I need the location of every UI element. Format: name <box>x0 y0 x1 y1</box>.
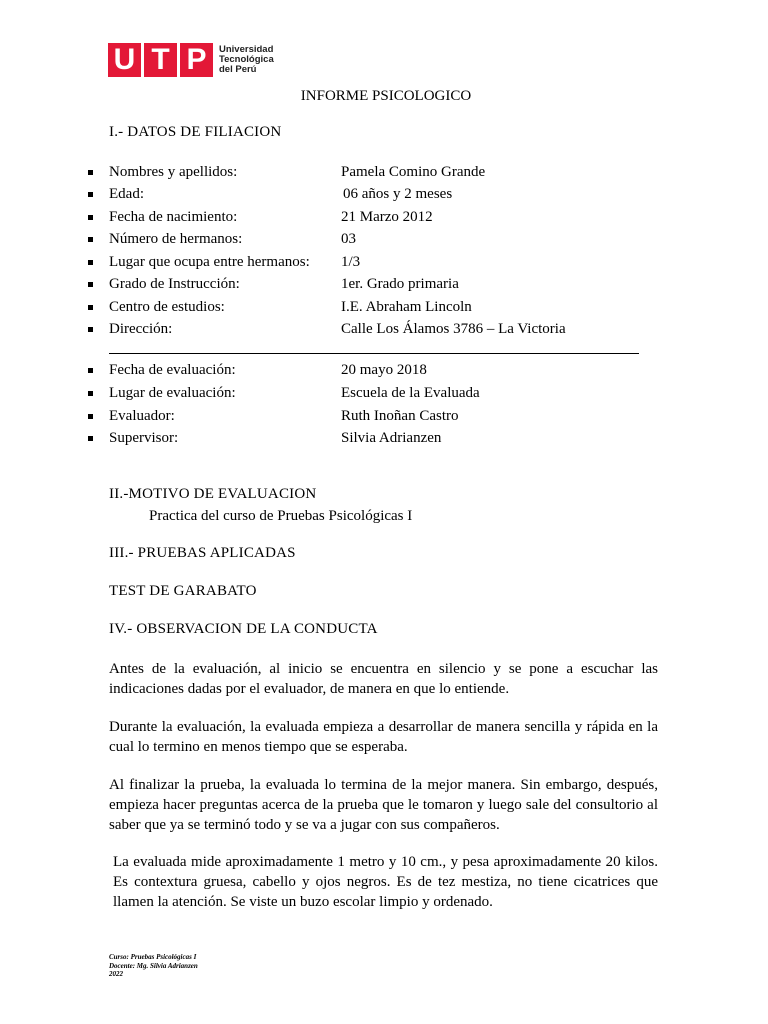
bullet-icon <box>88 368 93 373</box>
observation-paragraph: Durante la evaluación, la evaluada empieza a desarrollar de manera sencilla y rápida en la cual lo termino en menos tiempo que se esperaba. <box>109 719 658 755</box>
logo-name-line: Tecnológica <box>219 54 274 65</box>
logo-letter-t: T <box>144 43 177 77</box>
bullet-icon <box>88 192 93 197</box>
document-title: INFORME PSICOLOGICO <box>300 88 472 104</box>
field-label: Fecha de nacimiento: <box>109 209 238 225</box>
field-value: Calle Los Álamos 3786 – La Victoria <box>341 321 566 337</box>
motivo-text: Practica del curso de Pruebas Psicológicas I <box>149 508 413 524</box>
logo-letters <box>108 43 213 77</box>
field-value: 06 años y 2 meses <box>343 186 453 202</box>
field-label: Número de hermanos: <box>109 231 243 247</box>
field-label: Nombres y apellidos: <box>109 164 238 180</box>
field-label: Grado de Instrucción: <box>109 276 240 292</box>
logo-name-line: del Perú <box>219 64 257 75</box>
field-label: Evaluador: <box>109 408 175 424</box>
field-value: I.E. Abraham Lincoln <box>341 299 472 315</box>
field-row <box>0 298 768 316</box>
bullet-icon <box>88 260 93 265</box>
bullet-icon <box>88 327 93 332</box>
field-label: Lugar de evaluación: <box>109 385 236 401</box>
field-label: Fecha de evaluación: <box>109 362 236 378</box>
logo-name-line: Universidad <box>219 44 274 55</box>
field-label: Dirección: <box>109 321 173 337</box>
field-value: Pamela Comino Grande <box>341 164 486 180</box>
bullet-icon <box>88 215 93 220</box>
bullet-icon <box>88 391 93 396</box>
bullet-icon <box>88 237 93 242</box>
bullet-icon <box>88 282 93 287</box>
section-heading-pruebas: III.- PRUEBAS APLICADAS <box>109 545 296 561</box>
field-value: Escuela de la Evaluada <box>341 385 480 401</box>
field-row <box>0 185 768 203</box>
field-value: 1er. Grado primaria <box>341 276 459 292</box>
page-footer <box>109 953 198 979</box>
field-value: 21 Marzo 2012 <box>341 209 433 225</box>
field-row <box>0 275 768 293</box>
field-value: 1/3 <box>341 254 361 270</box>
field-row <box>0 230 768 248</box>
observation-paragraph: Al finalizar la prueba, la evaluada lo termina de la mejor manera. Sin embargo, después, empieza hacer preguntas acerca de la prueba que le tomaron y luego sale del consultorio al saber que ya se terminó todo y se va a jugar con sus compañeros. <box>109 777 658 833</box>
field-row <box>0 253 768 271</box>
field-row <box>0 163 768 181</box>
logo-letter-p: P <box>180 43 213 77</box>
field-row <box>0 320 768 338</box>
section-heading-filiacion: I.- DATOS DE FILIACION <box>109 124 282 140</box>
observation-paragraph: La evaluada mide aproximadamente 1 metro y 10 cm., y pesa aproximadamente 20 kilos. Es contextura gruesa, cabello y ojos negros. Es de tez mestiza, no tiene cicatrices que llamen la atención. Se viste un buzo escolar limpio y ordenado. <box>113 854 658 910</box>
field-row <box>0 384 768 402</box>
field-row <box>0 361 768 379</box>
test-name: TEST DE GARABATO <box>109 583 257 599</box>
field-value: 03 <box>341 231 356 247</box>
field-value: Ruth Inoñan Castro <box>341 408 459 424</box>
field-value: 20 mayo 2018 <box>341 362 427 378</box>
footer-year: 2022 <box>109 970 123 978</box>
utp-logo <box>108 43 274 77</box>
bullet-icon <box>88 170 93 175</box>
observation-paragraph: Antes de la evaluación, al inicio se encuentra en silencio y se pone a escuchar las indicaciones dadas por el evaluador, de manera en que lo entiende. <box>109 661 658 697</box>
footer-course: Curso: Pruebas Psicológicas I <box>109 953 197 961</box>
bullet-icon <box>88 414 93 419</box>
section-heading-motivo: II.-MOTIVO DE EVALUACION <box>109 486 317 502</box>
field-label: Supervisor: <box>109 430 179 446</box>
horizontal-divider <box>109 353 639 354</box>
bullet-icon <box>88 305 93 310</box>
bullet-icon <box>88 436 93 441</box>
logo-letter-u: U <box>108 43 141 77</box>
field-label: Centro de estudios: <box>109 299 225 315</box>
field-label: Lugar que ocupa entre hermanos: <box>109 254 310 270</box>
field-row <box>0 429 768 447</box>
section-heading-observacion: IV.- OBSERVACION DE LA CONDUCTA <box>109 621 378 637</box>
field-value: Silvia Adrianzen <box>341 430 442 446</box>
field-label: Edad: <box>109 186 144 202</box>
field-row <box>0 208 768 226</box>
field-row <box>0 407 768 425</box>
footer-teacher: Docente: Mg. Silvia Adrianzen <box>109 961 198 970</box>
logo-university-name <box>219 45 274 75</box>
